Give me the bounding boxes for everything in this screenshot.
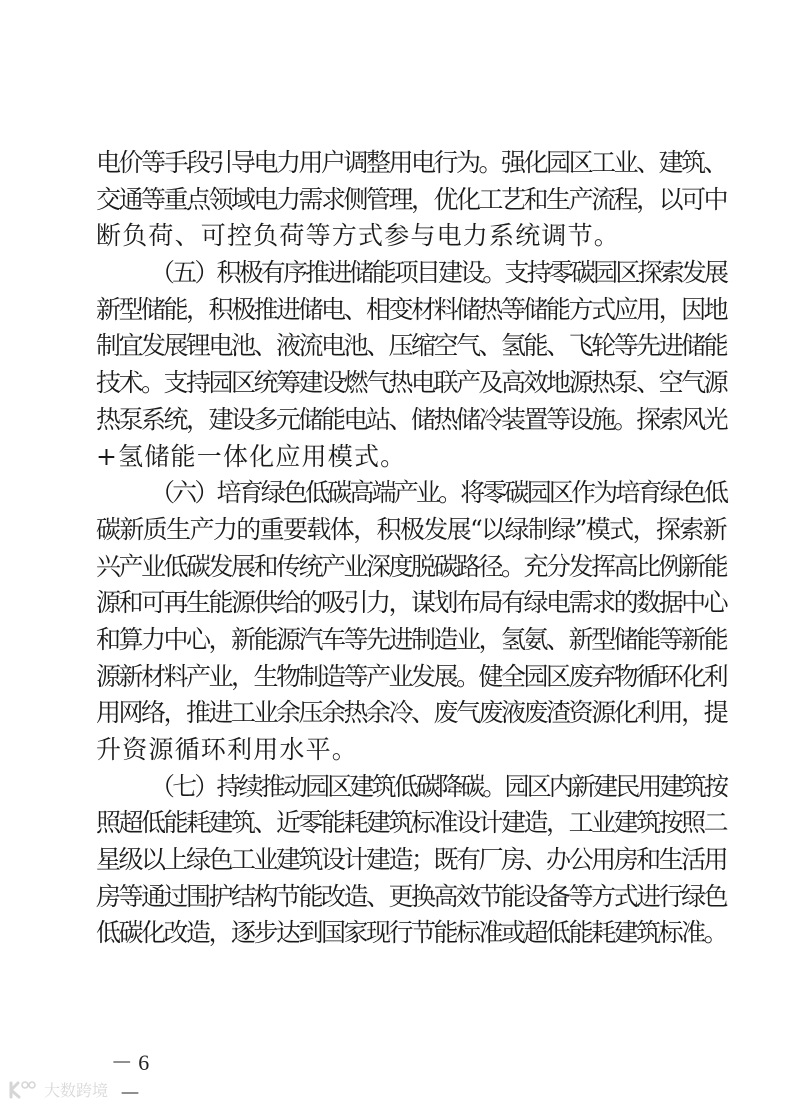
text-line: 制宜发展锂电池、液流电池、压缩空气、氢能、飞轮等先进储能 (96, 331, 726, 361)
page-number: － 6 － (110, 1050, 150, 1106)
text-line: 碳新质生产力的重要载体，积极发展“以绿制绿”模式，探索新 (96, 514, 726, 544)
text-line: 兴产业低碳发展和传统产业深度脱碳路径。充分发挥高比例新能 (96, 551, 726, 581)
text-line: 新型储能，积极推进储电、相变材料储热等储能方式应用，因地 (96, 294, 726, 324)
text-line: 技术。支持园区统筹建设燃气热电联产及高效地源热泵、空气源 (96, 368, 726, 398)
text-line: 星级以上绿色工业建筑设计建造；既有厂房、办公用房和生活用 (96, 845, 726, 875)
section-heading-line: （六）培育绿色低碳高端产业。将零碳园区作为培育绿色低 (150, 478, 726, 508)
text-line: 交通等重点领域电力需求侧管理，优化工艺和生产流程，以可中 (96, 184, 726, 214)
text-line: 低碳化改造，逐步达到国家现行节能标准或超低能耗建筑标准。 (96, 918, 726, 948)
text-line: 房等通过围护结构节能改造、更换高效节能设备等方式进行绿色 (96, 881, 726, 911)
watermark-text: 大数跨境 (44, 1081, 109, 1100)
text-line: 照超低能耗建筑、近零能耗建筑标准设计建造，工业建筑按照二 (96, 808, 726, 838)
document-body (96, 145, 726, 952)
k-logo-icon (8, 1080, 38, 1100)
text-line: 源新材料产业，生物制造等产业发展。健全园区废弃物循环化利 (96, 661, 726, 691)
text-line: 升资源循环利用水平。 (96, 735, 359, 764)
text-line: 源和可再生能源供给的吸引力，谋划布局有绿电需求的数据中心 (96, 588, 726, 618)
text-line: 断负荷、可控负荷等方式参与电力系统调节。 (96, 221, 621, 251)
text-line: 和算力中心，新能源汽车等先进制造业，氢氨、新型储能等新能 (96, 624, 726, 654)
section-heading-line: （七）持续推动园区建筑低碳降碳。园区内新建民用建筑按 (150, 771, 726, 801)
text-line: 用网络，推进工业余压余热余冷、废气废液废渣资源化利用，提 (96, 698, 726, 728)
section-heading-line: （五）积极有序推进储能项目建设。支持零碳园区探索发展 (150, 258, 726, 288)
text-line: +氢储能一体化应用模式。 (96, 441, 407, 471)
text-line: 热泵系统，建设多元储能电站、储热储冷装置等设施。探索风光 (96, 404, 726, 434)
watermark (8, 1078, 108, 1101)
text-line: 电价等手段引导电力用户调整用电行为。强化园区工业、建筑、 (96, 148, 726, 177)
